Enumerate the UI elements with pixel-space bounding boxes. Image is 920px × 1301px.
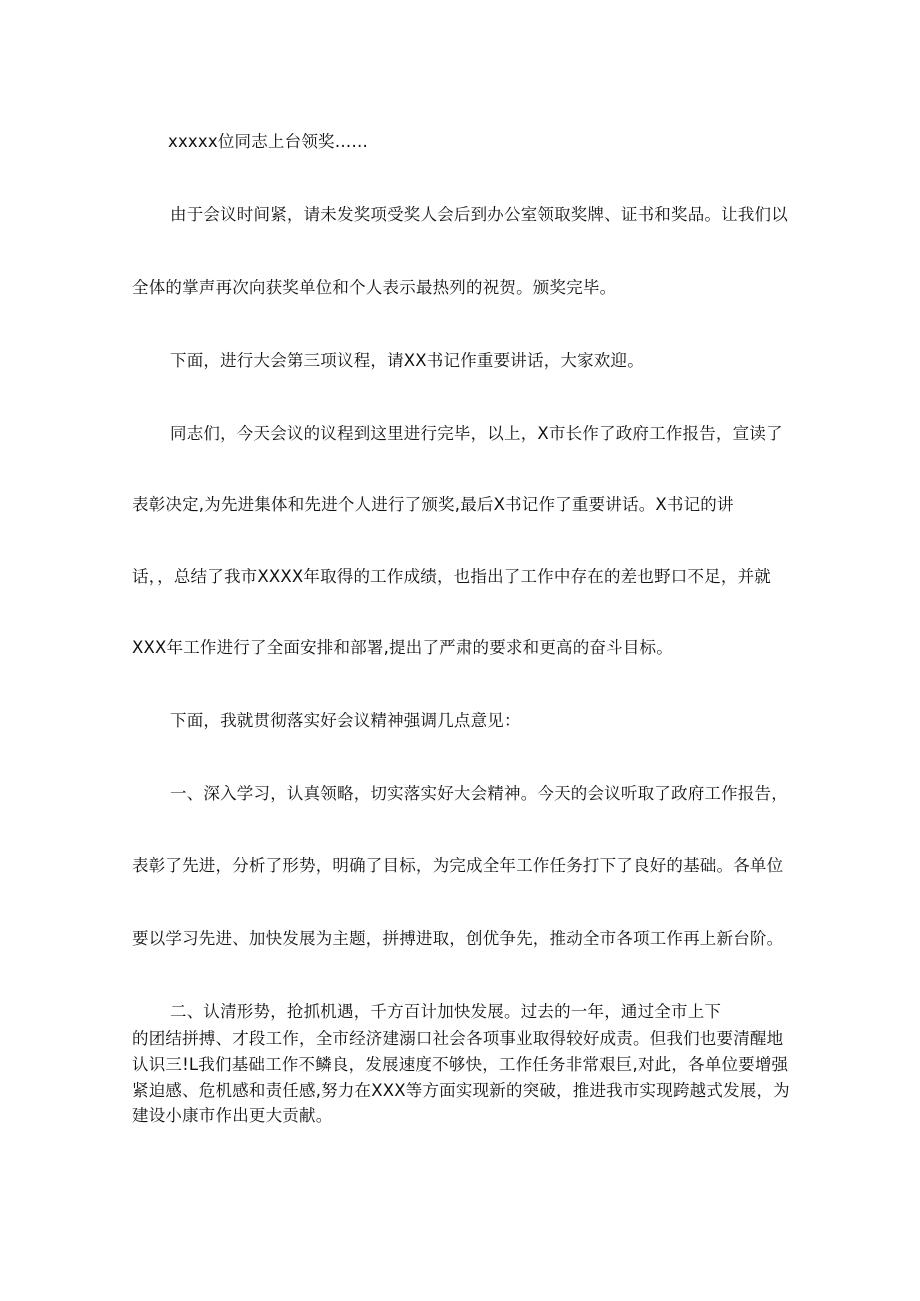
paragraph-line: 话，，总结了我市XXXX年取得的工作成绩，也指出了工作中存在的差也野口不足，并就 bbox=[132, 567, 771, 586]
paragraph-line: 一、深入学习，认真领略，切实落实好大会精神。今天的会议听取了政府工作报告， bbox=[170, 784, 788, 803]
paragraph-line: 全体的掌声再次向获奖单位和个人表示最热列的祝贺。颁奖完毕。 bbox=[132, 278, 617, 297]
paragraph-line: 二、认清形势，抢抓机遇，千方百计加快发展。过去的一年，通过全市上下 bbox=[170, 1002, 722, 1021]
paragraph-line: 同志们，今天会议的议程到这里进行完毕，以上，X市长作了政府工作报告，宣读了 bbox=[170, 424, 783, 443]
paragraph-line: 认识三!L我们基础工作不鳞良，发展速度不够快，工作任务非常艰巨,对此，各单位要增强 bbox=[132, 1055, 789, 1074]
paragraph-line: 要以学习先进、加快发展为主题，拼搏进取，创优争先，推动全市各项工作再上新台阶。 bbox=[132, 929, 784, 948]
paragraph-line: 下面，进行大会第三项议程，请XX书记作重要讲话，大家欢迎。 bbox=[170, 351, 644, 370]
paragraph-line: 紧迫感、危机感和责任感,努力在XXX等方面实现新的突破，推进我市实现跨越式发展，为 bbox=[132, 1081, 790, 1100]
paragraph-line: 由于会议时间紧，请未发奖项受奖人会后到办公室领取奖牌、证书和奖品。让我们以 bbox=[170, 205, 788, 224]
paragraph-line: 表彰决定,为先进集体和先进个人进行了颁奖,最后X书记作了重要讲话。X书记的讲 bbox=[132, 495, 734, 514]
paragraph-line: 表彰了先进，分析了形势，明确了目标，为完成全年工作任务打下了良好的基础。各单位 bbox=[132, 856, 784, 875]
paragraph-line: XXX年工作进行了全面安排和部署,提出了严肃的要求和更高的奋斗目标。 bbox=[132, 638, 673, 657]
award-line: xxxxx位同志上台领奖…… bbox=[168, 132, 369, 151]
paragraph-line: 的团结拼搏、才段工作，全市经济建溺口社会各项事业取得较好成责。但我们也要清醒地 bbox=[132, 1029, 784, 1048]
paragraph-line: 建设小康市作出更大贡献。 bbox=[132, 1106, 333, 1125]
paragraph-line: 下面，我就贯彻落实好会议精神强调几点意见： bbox=[170, 711, 521, 730]
